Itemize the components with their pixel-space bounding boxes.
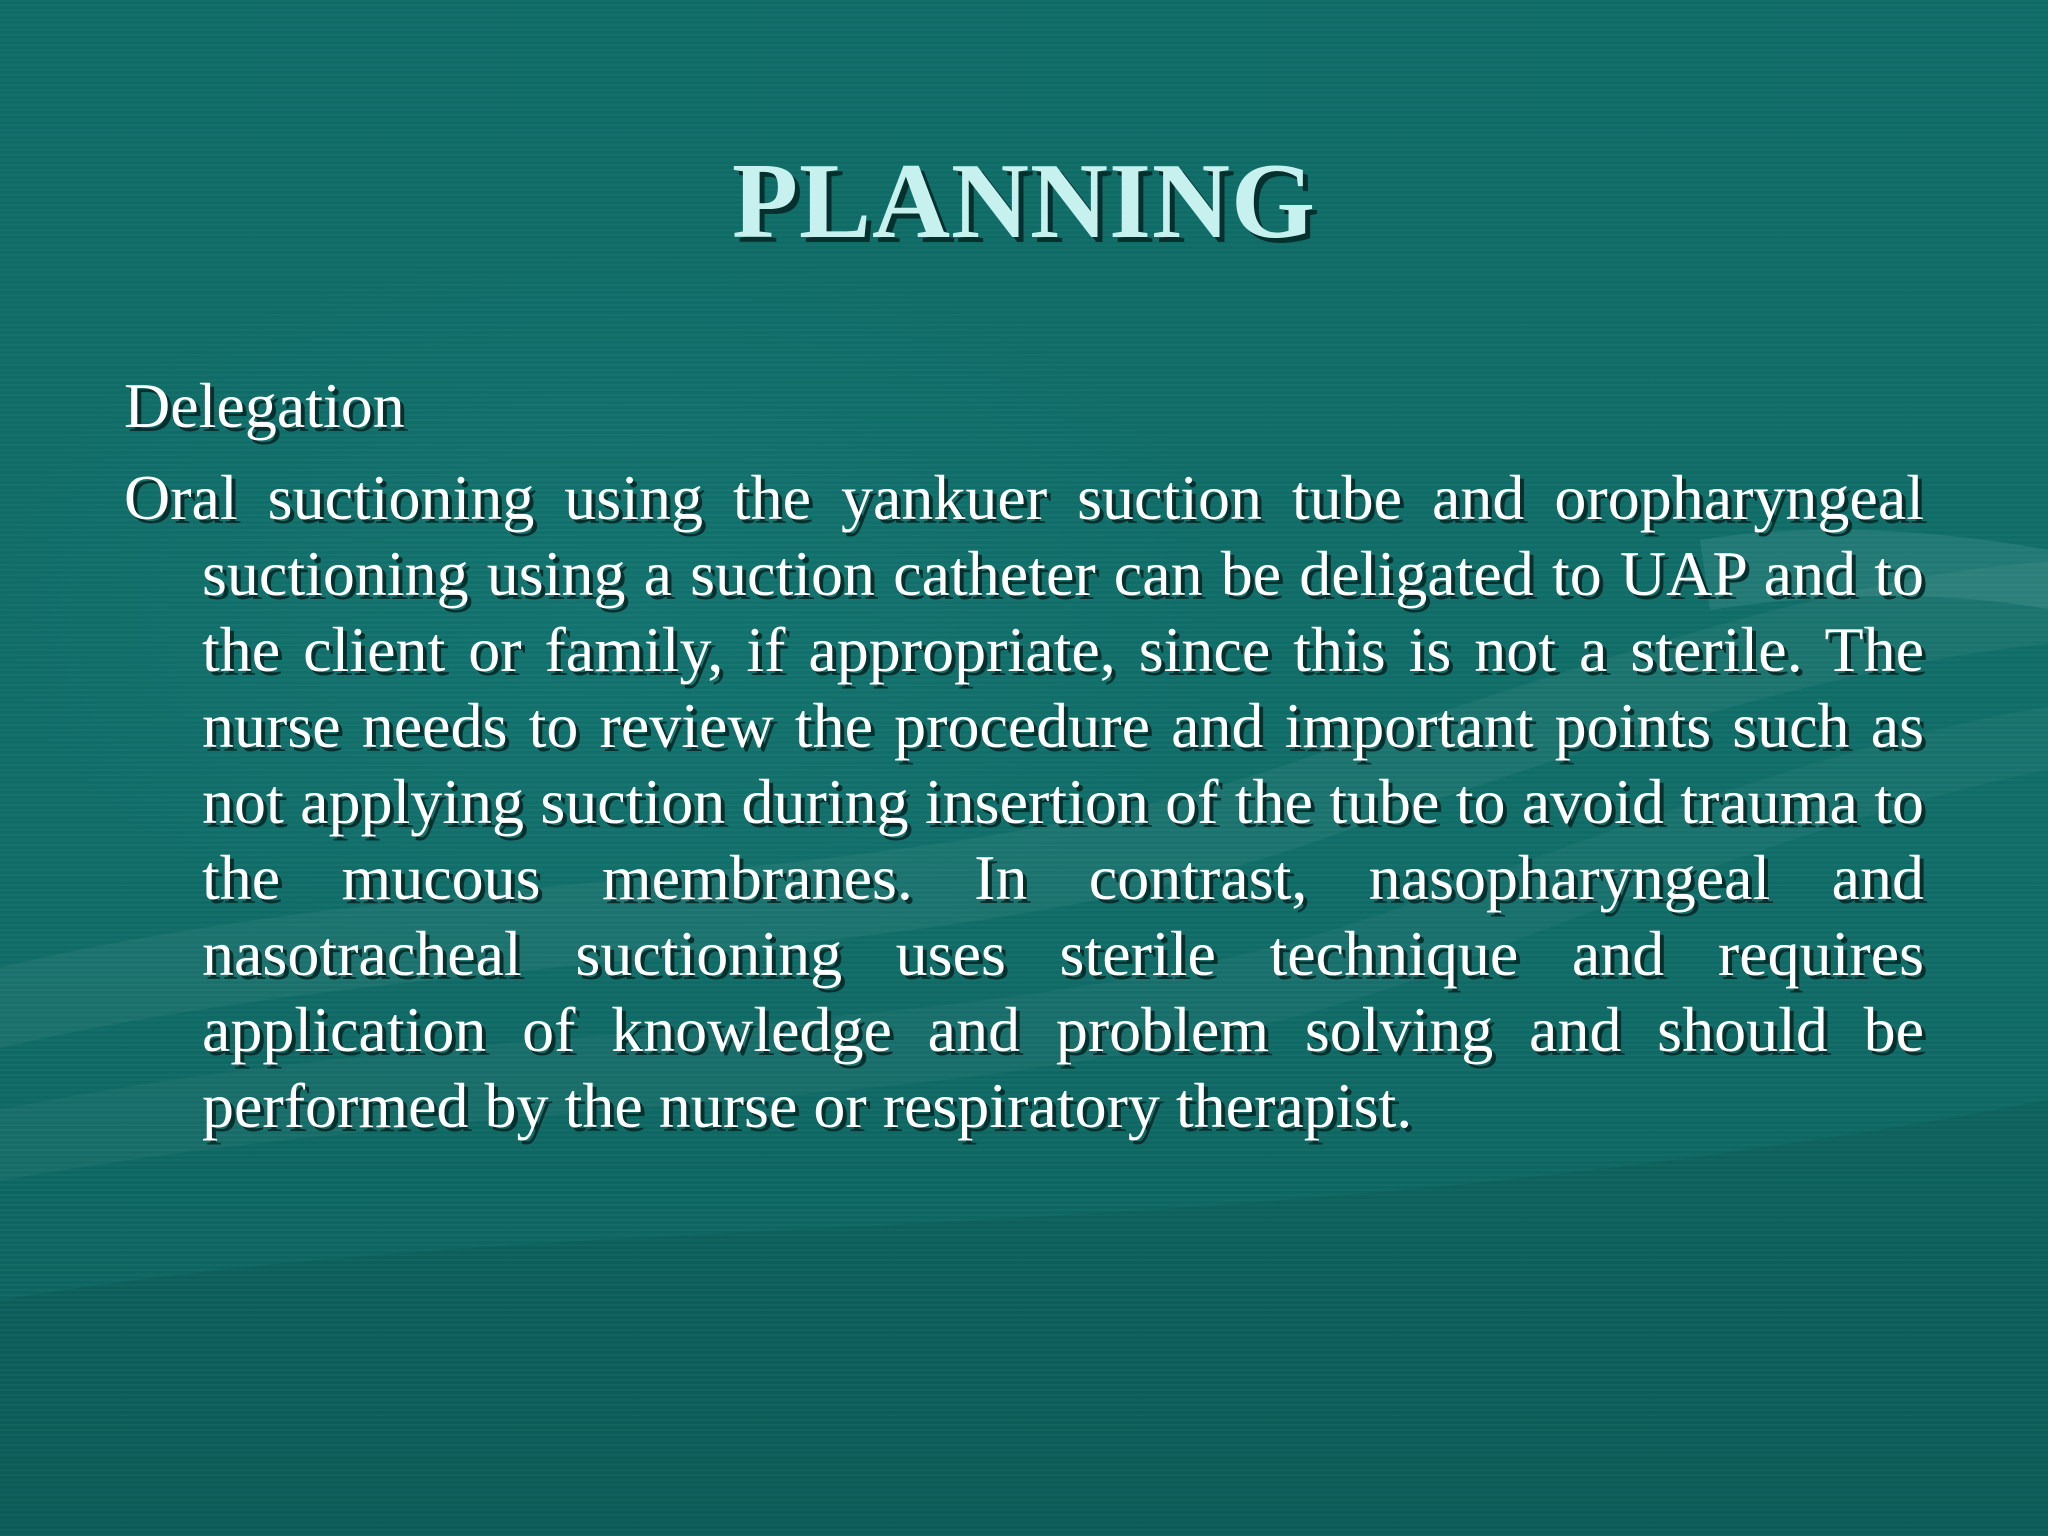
body-paragraph: Oral suctioning using the yankuer suction tube and oropharyngeal suctioning using a suction catheter can be deligated to UAP and to the client or family, if appropriate, since this is not a sterile. The nurse needs to review the procedure and important points such as not applying suction during insertion of the tube to avoid trauma to the mucous membranes. In contrast, nasopharyngeal and nasotracheal suctioning uses sterile technique and requires application of knowledge and problem solving and should be performed by the nurse or respiratory therapist. <box>124 462 1924 1141</box>
slide-body <box>124 368 1924 1144</box>
slide-title: PLANNING <box>731 142 1317 261</box>
section-heading: Delegation <box>124 370 405 441</box>
